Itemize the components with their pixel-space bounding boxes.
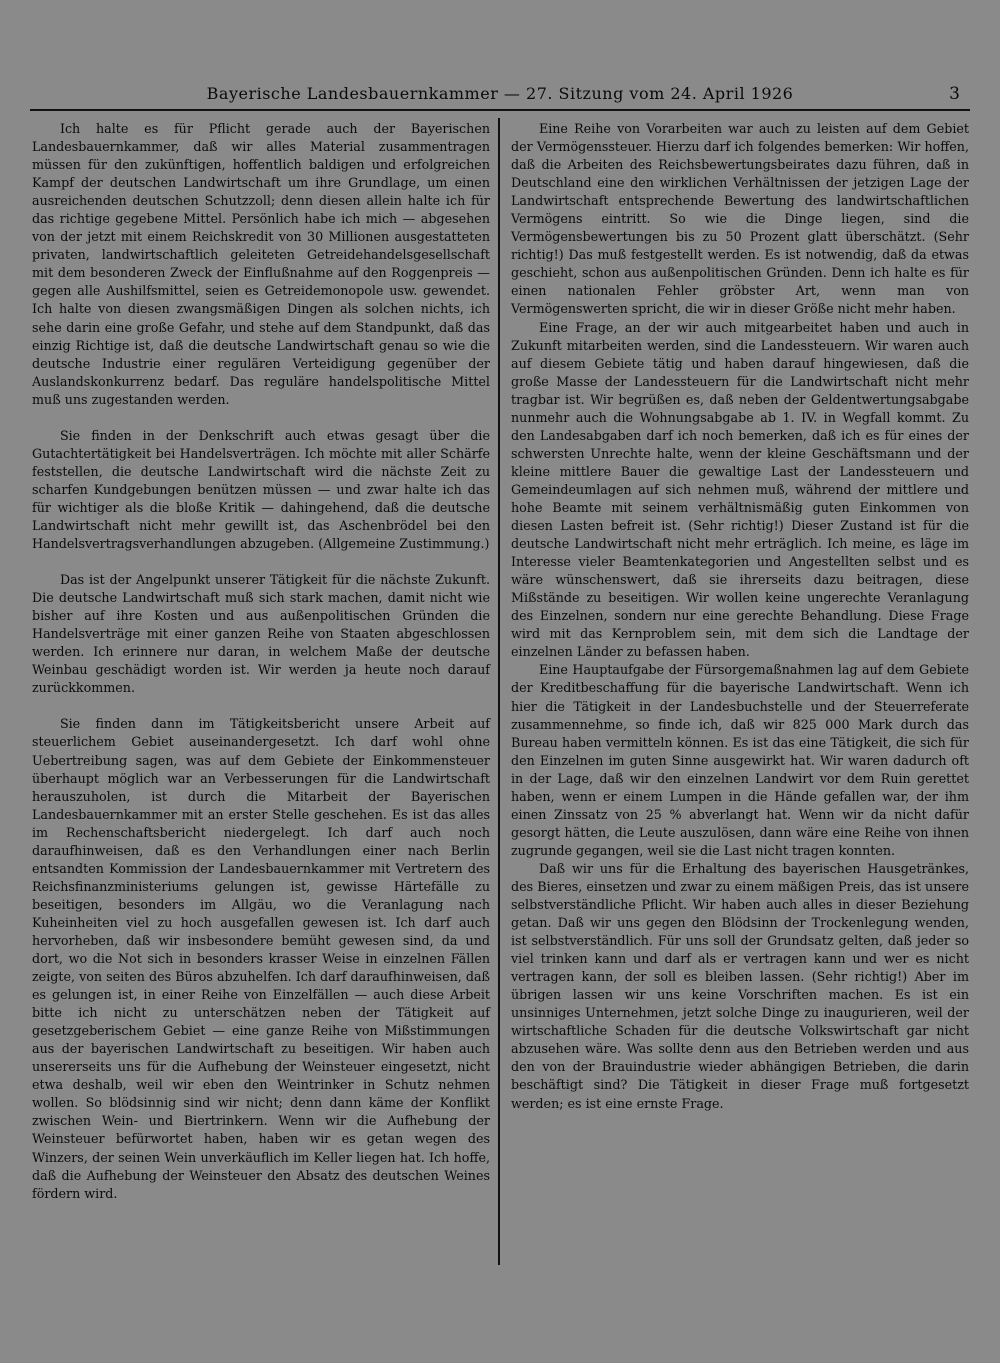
- paragraph: Eine Hauptaufgabe der Fürsorgemaßnahmen lag auf dem Gebiete der Kreditbeschaffung für die bayerische Landwirtschaft. Wenn ich hier die Tätigkeit in der Landesbuchstelle und der Steuerreferate zusammennehme, so finde ich, daß wir 825 000 Mark durch das Bureau haben vermitteln können. Es ist das eine Tätigkeit, die sich für den Einzelnen im guten Sinne ausgewirkt hat. Wir waren dadurch oft in der Lage, daß wir den einzelnen Landwirt vor dem Ruin gerettet haben, wenn er einem Lumpen in die Hände gefallen war, der ihm einen Zinssatz von 25 % abverlangt hat. Wenn wir da nicht dafür gesorgt hätten, die Leute auszulösen, dann wäre eine Reihe von ihnen zugrunde gegangen, weil sie die Last nicht tragen konnten.: [511, 662, 969, 858]
- page-number: 3: [949, 84, 960, 104]
- left-column: [32, 120, 490, 1203]
- paragraph: Eine Reihe von Vorarbeiten war auch zu leisten auf dem Gebiet der Vermögenssteuer. Hierzu darf ich folgendes bemerken: Wir hoffen, daß die Arbeiten des Reichsbewertungsbeirates dazu führen, daß in Deutschland eine den wirklichen Verhältnissen der jetzigen Lage der Landwirtschaft entsprechende Bewertung des landwirtschaftlichen Vermögens eintritt. So wie die Dinge liegen, sind die Vermögensbewertungen bis zu 50 Prozent glatt überschätzt. (Sehr richtig!) Das muß festgestellt werden. Es ist notwendig, daß da etwas geschieht, schon aus außenpolitischen Gründen. Denn ich halte es für einen nationalen Fehler gröbster Art, wenn man von Vermögenswerten spricht, die wir in dieser Größe nicht mehr haben.: [511, 121, 969, 317]
- paragraph: Ich halte es für Pflicht gerade auch der Bayerischen Landesbauernkammer, daß wir alles Material zusammentragen müssen für den zukünftigen, hoffentlich baldigen und erfolgreichen Kampf der deutschen Landwirtschaft um ihre Grundlage, um einen ausreichenden deutschen Schutzzoll; denn diesen allein halte ich für das richtige gegebene Mittel. Persönlich habe ich mich — abgesehen von der jetzt mit einem Reichskredit von 30 Millionen ausgestatteten privaten, landwirtschaftlich geleiteten Getreidehandelsgesellschaft mit dem besonderen Zweck der Einflußnahme auf den Roggenpreis — gegen alle Aushilfsmittel, seien es Getreidemonopole usw. gewendet. Ich halte von diesen zwangsmäßigen Dingen als solchen nichts, ich sehe darin eine große Gefahr, und stehe auf dem Standpunkt, daß das einzig Richtige ist, daß die deutsche Landwirtschaft genau so wie die deutsche Industrie einer regulären Verteidigung gegenüber der Auslandskonkurrenz bedarf. Das reguläre handelspolitische Mittel muß uns zugestanden werden.: [32, 121, 490, 407]
- paragraph: Sie finden in der Denkschrift auch etwas gesagt über die Gutachtertätigkeit bei Handelsverträgen. Ich möchte mit aller Schärfe feststellen, die deutsche Landwirtschaft wird die nächste Zeit zu scharfen Kundgebungen benützen müssen — und zwar halte ich das für wichtiger als die bloße Kritik — dahingehend, daß die deutsche Landwirtschaft nicht mehr gewillt ist, das Aschenbrödel bei den Handelsvertragsverhandlungen abzugeben. (Allgemeine Zustimmung.): [32, 427, 490, 552]
- paragraph: Sie finden dann im Tätigkeitsbericht unsere Arbeit auf steuerlichem Gebiet auseinandergesetzt. Ich darf wohl ohne Uebertreibung sagen, was auf dem Gebiete der Einkommensteuer überhaupt möglich war an Verbesserungen für die Landwirtschaft herauszuholen, ist durch die Mitarbeit der Bayerischen Landesbauernkammer mit an erster Stelle geschehen. Es ist das alles im Rechenschaftsbericht niedergelegt. Ich darf auch noch daraufhinweisen, daß es den Verhandlungen einer nach Berlin entsandten Kommission der Landesbauernkammer mit Vertretern des Reichsfinanzministeriums gelungen ist, gewisse Härtefälle zu beseitigen, besonders im Allgäu, wo die Veranlagung nach Kuheinheiten viel zu hoch ausgefallen gewesen ist. Ich darf auch hervorheben, daß wir insbesondere bemüht gewesen sind, da und dort, wo die Not sich in besonders krasser Weise in einzelnen Fällen zeigte, von seiten des Büros abzuhelfen. Ich darf daraufhinweisen, daß es gelungen ist, in einer Reihe von Einzelfällen — auch diese Arbeit bitte ich nicht zu unterschätzen neben der Tätigkeit auf gesetzgeberischem Gebiet — eine ganze Reihe von Mißstimmungen aus der bayerischen Landwirtschaft zu beseitigen. Wir haben auch unsererseits uns für die Aufhebung der Weinsteuer eingesetzt, nicht etwa deshalb, weil wir eben den Weintrinker in Schutz nehmen wollen. So blödsinnig sind wir nicht; denn dann käme der Konflikt zwischen Wein- und Biertrinkern. Wenn wir die Aufhebung der Weinsteuer befürwortet haben, haben wir es getan wegen des Winzers, der seinen Wein unverkäuflich im Keller liegen hat. Ich hoffe, daß die Aufhebung der Weinsteuer den Absatz des deutschen Weines fördern wird.: [32, 716, 490, 1201]
- right-column: [511, 120, 969, 1113]
- header-rule: [30, 109, 970, 111]
- paragraph: Das ist der Angelpunkt unserer Tätigkeit für die nächste Zukunft. Die deutsche Landwirtschaft muß sich stark machen, damit nicht wie bisher auf ihre Kosten und aus außenpolitischen Gründen die Handelsverträge mit einer ganzen Reihe von Staaten abgeschlossen werden. Ich erinnere nur daran, in welchem Maße der deutsche Weinbau geschädigt worden ist. Wir werden ja heute noch darauf zurückkommen.: [32, 572, 490, 696]
- page-header: [30, 84, 970, 110]
- column-divider: [498, 118, 500, 1265]
- running-title: Bayerische Landesbauernkammer — 27. Sitzung vom 24. April 1926: [206, 84, 794, 103]
- paragraph: Daß wir uns für die Erhaltung des bayerischen Hausgetränkes, des Bieres, einsetzen und zwar zu einem mäßigen Preis, das ist unsere selbstverständliche Pflicht. Wir haben auch alles in dieser Beziehung getan. Daß wir uns gegen den Blödsinn der Trockenlegung wenden, ist selbstverständlich. Für uns soll der Grundsatz gelten, daß jeder so viel trinken kann und darf als er vertragen kann und wer es nicht vertragen kann, der soll es bleiben lassen. (Sehr richtig!) Aber im übrigen lassen wir uns keine Vorschriften machen. Es ist ein unsinniges Unternehmen, jetzt solche Dinge zu inaugurieren, weil der wirtschaftliche Schaden für die deutsche Volkswirtschaft gar nicht abzusehen wäre. Was sollte denn aus den Betrieben werden und aus den von der Brauindustrie wieder abhängigen Betrieben, die darin beschäftigt sind? Die Tätigkeit in dieser Frage muß fortgesetzt werden; es ist eine ernste Frage.: [511, 860, 969, 1111]
- paragraph: Eine Frage, an der wir auch mitgearbeitet haben und auch in Zukunft mitarbeiten werden, sind die Landessteuern. Wir waren auch auf diesem Gebiete tätig und haben darauf hingewiesen, daß die große Masse der Landessteuern für die Landwirtschaft nicht mehr tragbar ist. Wir begrüßen es, daß neben der Geldentwertungsabgabe nunmehr auch die Wohnungsabgabe ab 1. IV. in Wegfall kommt. Zu den Landesabgaben darf ich noch bemerken, daß ich es für eines der schwersten Unrechte halte, wenn der kleine Geschäftsmann und der kleine mittlere Bauer die gewaltige Last der Landessteuern und Gemeindeumlagen auf sich nehmen muß, während der mittlere und hohe Beamte mit seinem verhältnismäßig guten Einkommen von diesen Lasten befreit ist. (Sehr richtig!) Dieser Zustand ist für die deutsche Landwirtschaft nicht mehr erträglich. Ich meine, es läge im Interesse vieler Beamtenkategorien und Angestellten selbst und es wäre wünschenswert, daß sie ihrerseits dazu beitragen, diese Mißstände zu beseitigen. Wir wollen keine ungerechte Veranlagung des Einzelnen, sondern nur eine gerechte Behandlung. Diese Frage wird mit das Kernproblem sein, mit dem sich die Landtage der einzelnen Länder zu befassen haben.: [511, 319, 969, 660]
